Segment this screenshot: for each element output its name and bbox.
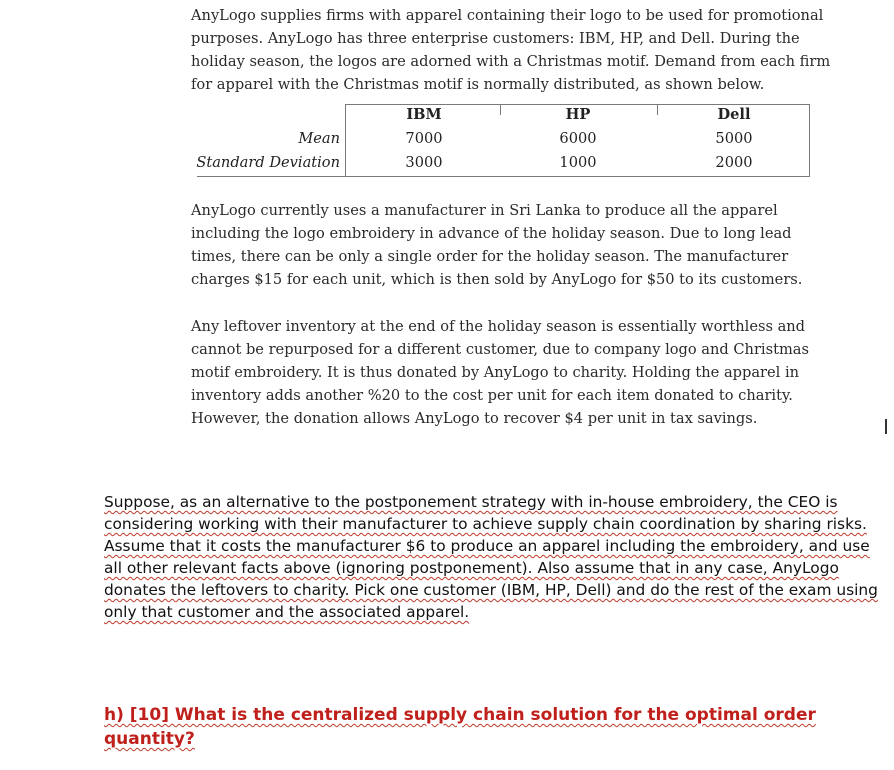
- mean-hp: 6000: [559, 130, 597, 147]
- table-col-tick: [500, 104, 501, 115]
- table-divider: [345, 104, 346, 176]
- leftover-paragraph: Any leftover inventory at the end of the holiday season is essentially worthless and cannot be repurposed for a different customer, due to company logo and Christmas motif embroidery. It is thus donated by AnyLogo to charity. Holding the apparel in inventory adds another %20 to the cost per unit for each item donated to charity. However, the donation allows AnyLogo to recover $4 per unit in tax savings.: [191, 318, 809, 427]
- table-col-tick: [657, 104, 658, 115]
- column-header-hp: HP: [565, 106, 591, 123]
- question-part-h-text: h) [10] What is the centralized supply chain solution for the optimal order quantity?: [104, 705, 816, 749]
- question-part-h: [104, 703, 864, 751]
- mean-dell: 5000: [715, 130, 753, 147]
- question-setup-text: Suppose, as an alternative to the postponement strategy with in-house embroidery, the CEO is considering working with their manufacturer to achieve supply chain coordination by sharing risks. Assume that it costs the manufacturer $6 to produce an apparel including the embroidery, and use all other relevant facts above (ignoring postponement). Also assume that in any case, AnyLogo donates the leftovers to charity. Pick one customer (IBM, HP, Dell) and do the rest of the exam using only that customer and the associated apparel.: [104, 493, 878, 621]
- std-ibm: 3000: [405, 154, 443, 171]
- intro-paragraph: AnyLogo supplies firms with apparel containing their logo to be used for promotional purposes. AnyLogo has three enterprise customers: IBM, HP, and Dell. During the holiday season, the logos are adorned with a Christmas motif. Demand from each firm for apparel with the Christmas motif is normally distributed, as shown below.: [191, 7, 831, 93]
- row-label-std-dev: Standard Deviation: [196, 154, 340, 171]
- std-hp: 1000: [559, 154, 597, 171]
- table-bottom-rule: [197, 176, 810, 177]
- mean-ibm: 7000: [405, 130, 443, 147]
- column-header-dell: Dell: [717, 106, 751, 123]
- manufacturing-paragraph: AnyLogo currently uses a manufacturer in Sri Lanka to produce all the apparel including the logo embroidery in advance of the holiday season. Due to long lead times, there can be only a single order for the holiday season. The manufacturer charges $15 for each unit, which is then sold by AnyLogo for $50 to its customers.: [191, 202, 803, 288]
- table-right-edge: [809, 104, 810, 176]
- question-setup: [104, 491, 890, 623]
- column-header-ibm: IBM: [406, 106, 442, 123]
- row-label-mean: Mean: [298, 130, 340, 147]
- table-top-rule: [345, 104, 810, 105]
- text-cursor: [885, 419, 887, 434]
- std-dell: 2000: [715, 154, 753, 171]
